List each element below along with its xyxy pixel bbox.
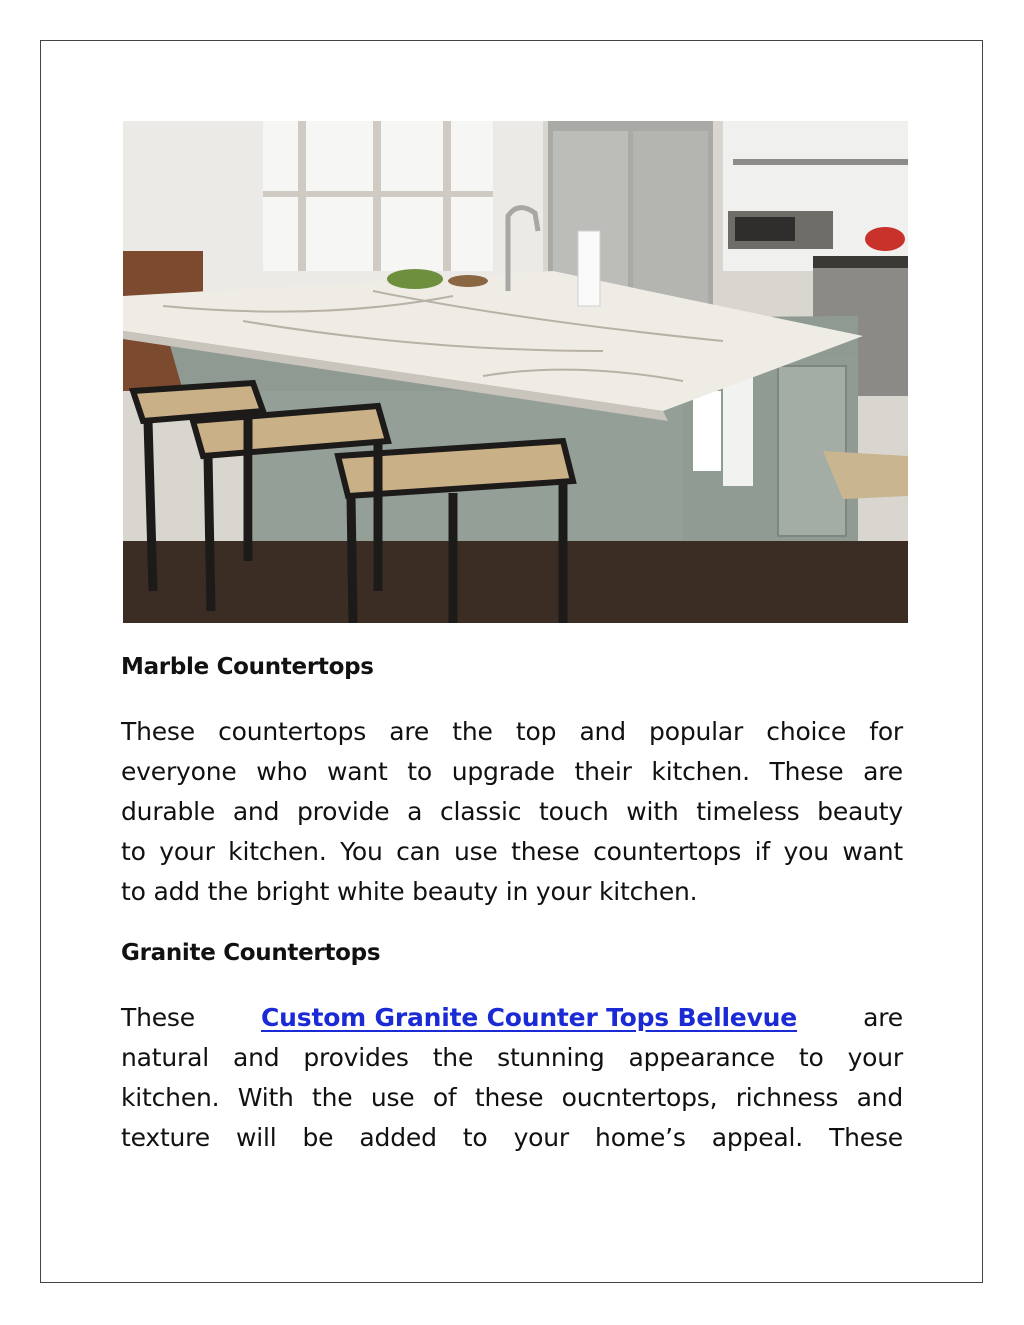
paragraph-line: to your kitchen. You can use these countertops if you want (121, 837, 903, 866)
marble-countertops-heading: Marble Countertops (121, 654, 374, 680)
custom-granite-link[interactable]: Custom Granite Counter Tops Bellevue (261, 1003, 798, 1032)
marble-countertops-paragraph (121, 712, 903, 912)
paragraph-line: durable and provide a classic touch with timeless beauty (121, 797, 903, 826)
paragraph-line: These countertops are the top and popular choice for (121, 717, 903, 746)
paragraph-line: texture will be added to your home’s appeal. These (121, 1123, 903, 1152)
granite-countertops-paragraph (121, 998, 903, 1158)
paragraph-line: kitchen. With the use of these oucntertops, richness and (121, 1083, 903, 1112)
kitchen-photo (123, 121, 908, 623)
paragraph-first-line (121, 998, 903, 1038)
paragraph-line: to add the bright white beauty in your kitchen. (121, 877, 698, 906)
paragraph-line-suffix: are (863, 1003, 903, 1032)
granite-countertops-heading: Granite Countertops (121, 940, 381, 966)
paragraph-line-prefix: These (121, 1003, 195, 1032)
paragraph-line: natural and provides the stunning appearance to your (121, 1043, 903, 1072)
paragraph-line: everyone who want to upgrade their kitchen. These are (121, 757, 903, 786)
